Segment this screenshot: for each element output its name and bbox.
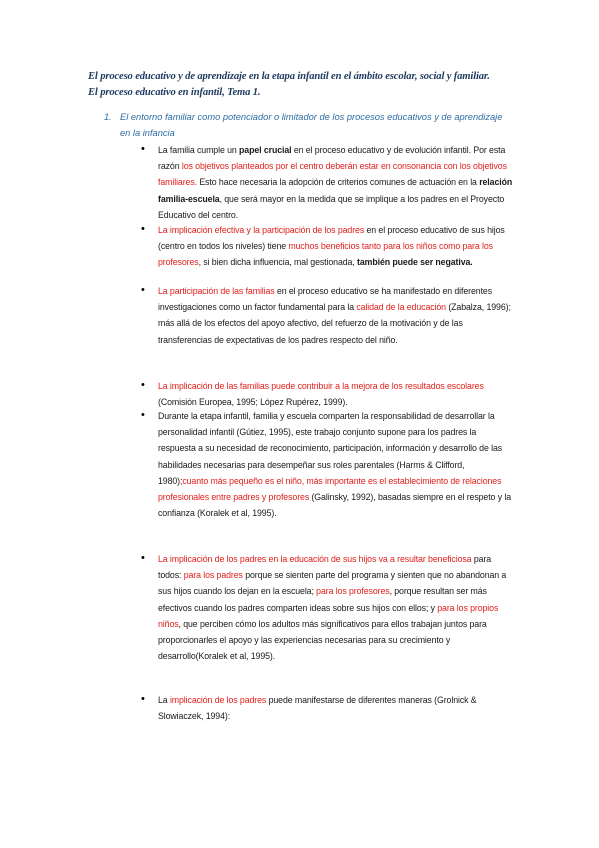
highlight-span: La participación de las familias	[158, 286, 275, 296]
text-span: , que será mayor en la medida que se implique a los padres en el Proyecto Educativo del centro.	[158, 193, 505, 220]
bold-span: papel crucial	[239, 145, 292, 155]
document-header	[88, 69, 528, 101]
bold-span: relación familia-escuela	[158, 177, 513, 204]
highlight-span: para los profesores	[316, 586, 390, 597]
highlight-span: calidad de la educación	[356, 302, 446, 313]
highlight-span: La implicación efectiva y la participación de los padres	[158, 225, 365, 235]
list-item	[158, 222, 516, 271]
section-title: El entorno familiar como potenciador o limitador de los procesos educativos y de aprendizaje en la infancia	[120, 112, 503, 138]
list-item	[158, 692, 516, 724]
list-item	[158, 551, 516, 664]
highlight-span: cuanto más pequeño es el niño, más importante es el establecimiento de relaciones profesionales entre padres y profesores	[158, 475, 502, 503]
highlight-span: muchos beneficios tanto para los niños como para los profesores	[158, 241, 493, 268]
highlight-span: para los padres	[183, 570, 243, 581]
section-number: 1.	[104, 112, 112, 122]
text-span: , porque resultan ser más efectivos cuando los padres comparten ideas sobre sus hijos con ellos; y	[158, 586, 487, 613]
highlight-span: implicación de los padres	[169, 695, 267, 705]
text-span: porque se sienten parte del programa y sienten que no abandonan a sus hijos cuando los dejan en la escuela;	[158, 570, 507, 597]
list-item	[158, 408, 516, 521]
text-span: en el proceso educativo de sus hijos (centro en todos los niveles) tiene	[158, 225, 505, 252]
bold-span: también puede ser negativa.	[357, 257, 473, 268]
text-span: , si bien dicha influencia, mal gestionada,	[198, 257, 358, 268]
text-span: (Comisión Europea, 1995; López Rupérez, 1999).	[158, 397, 348, 408]
text-span: La	[158, 695, 170, 705]
list-item	[158, 142, 516, 223]
text-span: para todos:	[158, 554, 492, 581]
text-span: en el proceso educativo y de evolución infantil. Por esta razón	[158, 145, 506, 172]
highlight-span: para los propios niños	[158, 602, 499, 629]
list-item	[158, 378, 516, 410]
text-span: , que perciben cómo los adultos más significativos para ellos trabajan juntos para proporcionarles el apoyo y las experiencias necesarias para su crecimiento y desarrollo(Koralek et al, 1995).	[158, 618, 487, 662]
header-line-1: El proceso educativo y de aprendizaje en la etapa infantil en el ámbito escolar, social y familiar.	[88, 71, 490, 82]
highlight-span: La implicación de las familias puede contribuir a la mejora de los resultados escolares	[158, 381, 484, 391]
header-line-2: El proceso educativo en infantil, Tema 1.	[88, 87, 261, 98]
text-span: puede manifestarse de diferentes maneras (Grolnick & Slowiaczek, 1994):	[158, 695, 477, 722]
text-span: La familia cumple un	[158, 145, 240, 155]
text-span: Durante la etapa infantil, familia y escuela comparten la responsabilidad de desarrollar la personalidad infantil (Gútiez, 1995), este trabajo conjunto supone para los padres la respuesta a su necesidad de reconocimiento, participación, información y desarrollo de las habilidades necesarias para desempeñar sus roles parentales (Harms & Clifford, 1980);	[158, 411, 503, 486]
text-span: en el proceso educativo se ha manifestado en diferentes investigaciones como un factor fundamental para la	[158, 286, 493, 313]
text-span: (Zabalza, 1996); más allá de los efectos del apoyo afectivo, del refuerzo de la motivación y de las transferencias de expectativas de los padres respecto del niño.	[158, 302, 511, 345]
text-span: (Galinsky, 1992), basadas siempre en el respeto y la confianza (Koralek et al, 1995).	[158, 492, 511, 519]
highlight-span: los objetivos planteados por el centro deberán estar en consonancia con los objetivos familiares.	[158, 161, 507, 188]
text-span: Esto hace necesaria la adopción de criterios comunes de actuación en la	[196, 177, 480, 188]
list-item	[158, 283, 516, 348]
highlight-span: La implicación de los padres en la educación de sus hijos va a resultar beneficiosa	[158, 554, 472, 564]
